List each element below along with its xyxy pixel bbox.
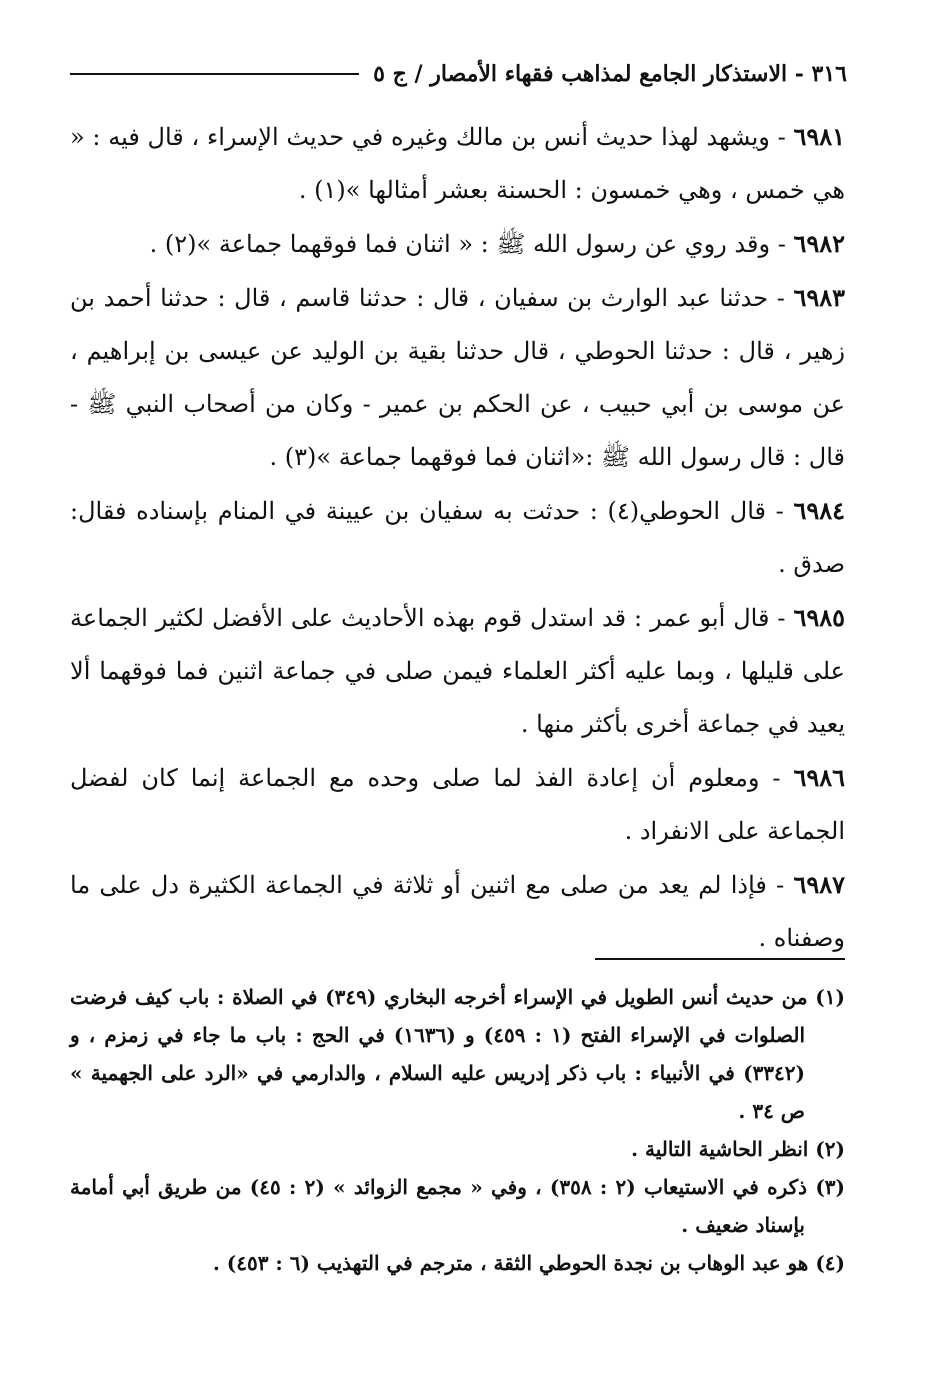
paragraph-6984 [70, 484, 845, 591]
paragraph-number: ٦٩٨٧ [793, 870, 845, 899]
paragraph-6983 [70, 271, 845, 484]
footnote-4: (٤) هو عبد الوهاب بن نجدة الحوطي الثقة ، مترجم في التهذيب (٦ : ٤٥٣) . [212, 1251, 845, 1275]
footnotes [70, 978, 845, 1282]
paragraph-text: - حدثنا عبد الوارث بن سفيان ، قال : حدثنا قاسم ، قال : حدثنا أحمد بن زهير ، قال : حدثنا الحوطي ، قال حدثنا بقية بن الوليد عن عيسى بن إبراهيم ، عن موسى بن أبي حبيب ، عن الحكم بن عمير - وكان من أصحاب النبي ﷺ - قال : قال رسول الله ﷺ :«اثنان فما فوقهما جماعة »(٣) . [70, 284, 845, 471]
paragraph-text: - وقد روي عن رسول الله ﷺ : « اثنان فما فوقهما جماعة »(٢) . [149, 230, 794, 258]
paragraph-text: - ويشهد لهذا حديث أنس بن مالك وغيره في حديث الإسراء ، قال فيه : « هي خمس ، وهي خمسون : الحسنة بعشر أمثالها »(١) . [70, 123, 845, 204]
paragraph-number: ٦٩٨٦ [793, 763, 845, 792]
paragraph-number: ٦٩٨١ [793, 122, 845, 151]
paragraph-6982 [70, 217, 845, 271]
paragraph-text: - قال أبو عمر : قد استدل قوم بهذه الأحاديث على الأفضل لكثير الجماعة على قليلها ، وبما عليه أكثر العلماء فيمن صلى في جماعة اثنين فما فوقهما ألا يعيد في جماعة أخرى بأكثر منها . [70, 604, 845, 738]
paragraph-6981 [70, 110, 845, 217]
paragraph-6985 [70, 591, 845, 751]
footnote-separator [595, 958, 845, 960]
paragraph-number: ٦٩٨٤ [793, 496, 845, 525]
paragraph-6987 [70, 858, 845, 965]
footnote-1: (١) من حديث أنس الطويل في الإسراء أخرجه البخاري (٣٤٩) في الصلاة : باب كيف فرضت الصلوات في الإسراء الفتح (١ : ٤٥٩) و (١٦٣٦) في الحج : باب ما جاء في زمزم ، و (٣٣٤٢) في الأنبياء : باب ذكر إدريس عليه السلام ، والدارمي في «الرد على الجهمية » ص ٣٤ . [70, 985, 845, 1123]
paragraph-text: - قال الحوطي(٤) : حدثت به سفيان بن عيينة في المنام بإسناده فقال: صدق . [70, 497, 845, 578]
paragraph-number: ٦٩٨٣ [793, 283, 845, 312]
page-header [70, 52, 847, 96]
footnote-2: (٢) انظر الحاشية التالية . [631, 1137, 845, 1161]
header-rule [70, 73, 359, 75]
running-title: ٣١٦ - الاستذكار الجامع لمذاهب فقهاء الأمصار / ج ٥ [373, 61, 847, 87]
paragraph-number: ٦٩٨٥ [793, 603, 845, 632]
paragraph-6986 [70, 751, 845, 858]
paragraph-text: - ومعلوم أن إعادة الفذ لما صلى وحده مع الجماعة إنما كان لفضل الجماعة على الانفراد . [70, 764, 845, 845]
footnote-3: (٣) ذكره في الاستيعاب (٢ : ٣٥٨) ، وفي « مجمع الزوائد » (٢ : ٤٥) من طريق أبي أمامة بإسناد ضعيف . [70, 1175, 846, 1237]
paragraph-text: - فإذا لم يعد من صلى مع اثنين أو ثلاثة في الجماعة الكثيرة دل على ما وصفناه . [70, 871, 845, 952]
paragraph-number: ٦٩٨٢ [793, 229, 845, 258]
main-text [70, 110, 845, 965]
